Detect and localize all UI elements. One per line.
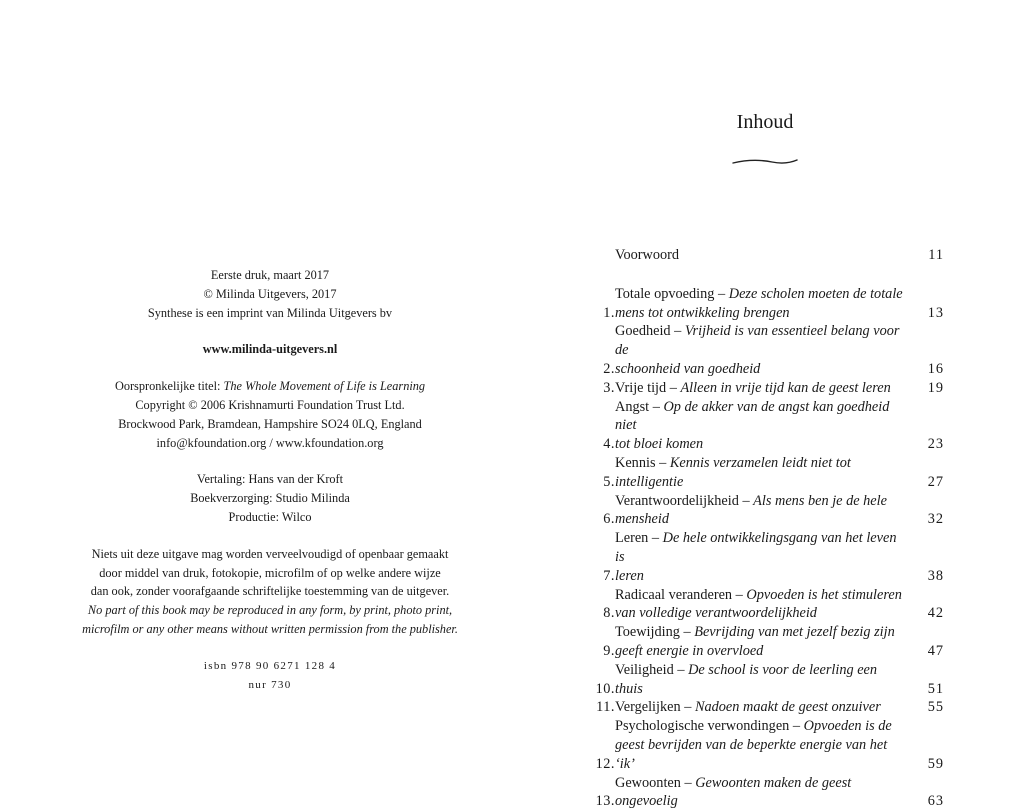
toc-entry-title: Angst bbox=[615, 398, 650, 415]
toc-entry-page: 11 bbox=[928, 247, 944, 263]
toc-entry-page: 19 bbox=[927, 379, 944, 396]
original-copyright: Copyright © 2006 Krishnamurti Foundation Trust Ltd. bbox=[135, 397, 405, 412]
toc-entry-title: Gewoonten bbox=[615, 774, 681, 791]
toc-entry-8[interactable] bbox=[588, 586, 944, 624]
toc-entry-subtitle: Gewoonten maken de geest ongevoelig bbox=[615, 774, 852, 810]
toc-entry-title: Vrije tijd bbox=[615, 379, 667, 396]
toc-entry-text: Goedheid – Vrijheid is van essentieel belang voor de schoonheid van goedheid bbox=[615, 323, 900, 377]
toc-entry-number: 2. bbox=[603, 360, 615, 377]
edition-line: Eerste druk, maart 2017 bbox=[210, 268, 330, 282]
toc-entry-text: Radicaal veranderen – Opvoeden is het stimuleren van volledige verantwoordelijkheid bbox=[615, 586, 902, 622]
toc-entry-subtitle-cont: van volledige verantwoordelijkheid bbox=[615, 605, 817, 622]
toc-entry-number: 7. bbox=[603, 567, 615, 584]
toc-entry-title: Totale opvoeding bbox=[615, 285, 715, 302]
toc-entry-page: 59 bbox=[927, 755, 944, 772]
toc-entry-text: Vrije tijd – Alleen in vrije tijd kan de geest leren bbox=[615, 379, 891, 396]
toc-entry-subtitle: Op de akker van de angst kan goedheid niet bbox=[615, 398, 890, 434]
toc-entry-subtitle-cont: leren bbox=[615, 567, 644, 584]
toc-entry-6[interactable] bbox=[588, 492, 944, 530]
toc-entry-page: 38 bbox=[927, 567, 944, 584]
toc-entry-10[interactable] bbox=[588, 661, 944, 699]
toc-entry-subtitle: Opvoeden is het stimuleren bbox=[746, 586, 902, 603]
toc-entry-page: 42 bbox=[927, 605, 944, 622]
rights-en-line-1: No part of this book may be reproduced in any form, by print, photo print, bbox=[87, 603, 453, 618]
original-title: The Whole Movement of Life is Learning bbox=[223, 379, 426, 394]
toc-entry-number: 5. bbox=[603, 473, 615, 490]
toc-entry-subtitle-cont: geest bevrijden van de beperkte energie van het ‘ik’ bbox=[615, 736, 888, 772]
toc-entry-page: 55 bbox=[927, 699, 944, 716]
toc-entry-subtitle: Kennis verzamelen leidt niet tot bbox=[669, 454, 851, 471]
website-link[interactable]: www.milinda-uitgevers.nl bbox=[202, 342, 338, 357]
toc-entry-number: 3. bbox=[603, 379, 615, 396]
toc-entry-text: Vergelijken – Nadoen maakt de geest onzuiver bbox=[615, 699, 881, 716]
toc-entry-number: 6. bbox=[603, 511, 615, 528]
toc-entry-title: Leren bbox=[615, 530, 649, 547]
toc-entry-3[interactable] bbox=[588, 379, 944, 398]
toc-entry-title: Voorwoord bbox=[615, 247, 680, 263]
toc-entry-page: 13 bbox=[927, 304, 944, 321]
toc-entry-number: 4. bbox=[603, 436, 615, 453]
toc-entry-page: 63 bbox=[927, 793, 944, 810]
rights-nl-line-2: door middel van druk, fotokopie, microfilm of op welke andere wijze bbox=[99, 565, 441, 580]
toc-entry-subtitle-cont: intelligentie bbox=[615, 473, 684, 490]
toc-entry-page: 51 bbox=[927, 680, 944, 697]
toc-entry-subtitle: De school is voor de leerling een thuis bbox=[615, 661, 878, 697]
toc-entry-subtitle: Als mens ben je de hele bbox=[753, 492, 887, 509]
toc-entry-number: 11. bbox=[596, 699, 615, 716]
toc-entry-number: 8. bbox=[603, 605, 615, 622]
toc-entry-subtitle: Opvoeden is de bbox=[803, 718, 892, 735]
toc-entry-number: 9. bbox=[603, 642, 615, 659]
toc-entry-page: 27 bbox=[927, 473, 944, 490]
toc-entry-subtitle: Vrijheid is van essentieel belang voor de bbox=[615, 323, 900, 359]
ornament-flourish bbox=[732, 158, 798, 166]
toc-entry-text: Kennis – Kennis verzamelen leidt niet tot intelligentie bbox=[615, 454, 851, 490]
toc-entry-title: Psychologische verwondingen bbox=[615, 718, 790, 735]
publisher-copyright: © Milinda Uitgevers, 2017 bbox=[203, 286, 337, 301]
toc-entries bbox=[588, 285, 944, 811]
toc-entry-number: 13. bbox=[595, 793, 615, 810]
toc-entry-12[interactable] bbox=[588, 717, 944, 773]
toc-entry-text: Toewijding – Bevrijding van met jezelf bezig zijn geeft energie in overvloed bbox=[615, 624, 895, 659]
nur-code: nur 730 bbox=[248, 678, 292, 691]
toc-entry-subtitle: Alleen in vrije tijd kan de geest leren bbox=[680, 379, 891, 396]
toc-entry-2[interactable] bbox=[588, 322, 944, 378]
translation-credit: Vertaling: Hans van der Kroft bbox=[196, 472, 344, 487]
toc-entry-7[interactable] bbox=[588, 529, 944, 585]
toc-entry-subtitle-cont: mens tot ontwikkeling brengen bbox=[615, 304, 790, 321]
toc-entry-page: 23 bbox=[927, 436, 944, 453]
toc-entry-title: Toewijding bbox=[615, 624, 680, 641]
toc-entry-page: 16 bbox=[927, 360, 944, 377]
toc-entry-subtitle: Deze scholen moeten de totale bbox=[728, 285, 903, 302]
rights-en-line-2: microfilm or any other means without written permission from the publisher. bbox=[82, 621, 458, 636]
toc-entry-title: Verantwoordelijkheid bbox=[615, 492, 739, 509]
toc-entry-9[interactable] bbox=[588, 623, 944, 661]
toc-entry-foreword[interactable] bbox=[588, 246, 944, 265]
colophon bbox=[80, 266, 460, 694]
toc-entry-title: Radicaal veranderen bbox=[615, 586, 733, 603]
toc-entry-title: Kennis bbox=[615, 454, 656, 471]
toc-entry-text: Psychologische verwondingen – Opvoeden is de geest bevrijden van de beperkte energie van het ‘ik’ bbox=[615, 718, 892, 772]
toc-list bbox=[588, 246, 944, 811]
toc-title: Inhoud bbox=[736, 111, 794, 133]
toc-entry-title: Vergelijken bbox=[615, 699, 681, 716]
contact-line: info@kfoundation.org / www.kfoundation.org bbox=[156, 435, 384, 450]
rights-nl-line-1: Niets uit deze uitgave mag worden verveelvoudigd of openbaar gemaakt bbox=[91, 546, 449, 561]
design-credit: Boekverzorging: Studio Milinda bbox=[190, 491, 350, 506]
toc-entry-title: Veiligheid bbox=[615, 661, 674, 678]
isbn: isbn 978 90 6271 128 4 bbox=[203, 659, 337, 672]
toc-entry-subtitle-cont: schoonheid van goedheid bbox=[615, 360, 761, 377]
toc-entry-subtitle: Bevrijding van met jezelf bezig zijn bbox=[694, 624, 895, 641]
address-line: Brockwood Park, Bramdean, Hampshire SO24 0LQ, England bbox=[118, 416, 422, 431]
toc-entry-number: 10. bbox=[595, 680, 615, 697]
toc-entry-number: 12. bbox=[595, 755, 615, 772]
toc-entry-number: 1. bbox=[603, 304, 615, 321]
toc-entry-text: Gewoonten – Gewoonten maken de geest ongevoelig bbox=[615, 774, 852, 810]
imprint-line: Synthese is een imprint van Milinda Uitgevers bv bbox=[147, 305, 393, 320]
toc-entry-subtitle: De hele ontwikkelingsgang van het leven is bbox=[615, 530, 897, 565]
toc-entry-subtitle-cont: tot bloei komen bbox=[615, 436, 704, 453]
toc-entry-page: 47 bbox=[927, 642, 944, 659]
original-title-line: Oorspronkelijke titel: The Whole Movement of Life is Learning bbox=[114, 379, 426, 394]
toc-entry-text: Leren – De hele ontwikkelingsgang van het leven is leren bbox=[615, 530, 897, 584]
toc-entry-text: Totale opvoeding – Deze scholen moeten de totale mens tot ontwikkeling brengen bbox=[615, 285, 903, 321]
toc-entry-text: Veiligheid – De school is voor de leerling een thuis bbox=[615, 661, 878, 697]
toc-entry-13[interactable] bbox=[588, 774, 944, 811]
toc-entry-subtitle: Nadoen maakt de geest onzuiver bbox=[694, 699, 881, 716]
toc-entry-text: Angst – Op de akker van de angst kan goedheid niet tot bloei komen bbox=[615, 398, 890, 453]
toc-entry-1[interactable] bbox=[588, 285, 944, 323]
toc-entry-4[interactable] bbox=[588, 398, 944, 454]
production-credit: Productie: Wilco bbox=[228, 509, 312, 524]
toc-entry-subtitle-cont: mensheid bbox=[615, 511, 669, 528]
toc-entry-page: 32 bbox=[927, 511, 944, 528]
toc-entry-title: Goedheid bbox=[615, 323, 671, 340]
toc-entry-subtitle-cont: geeft energie in overvloed bbox=[615, 642, 764, 659]
toc-entry-5[interactable] bbox=[588, 454, 944, 492]
rights-nl-line-3: dan ook, zonder voorafgaande schriftelijke toestemming van de uitgever. bbox=[90, 584, 450, 599]
toc-entry-text: Verantwoordelijkheid – Als mens ben je de hele mensheid bbox=[615, 492, 887, 528]
toc-entry-11[interactable] bbox=[588, 698, 944, 717]
